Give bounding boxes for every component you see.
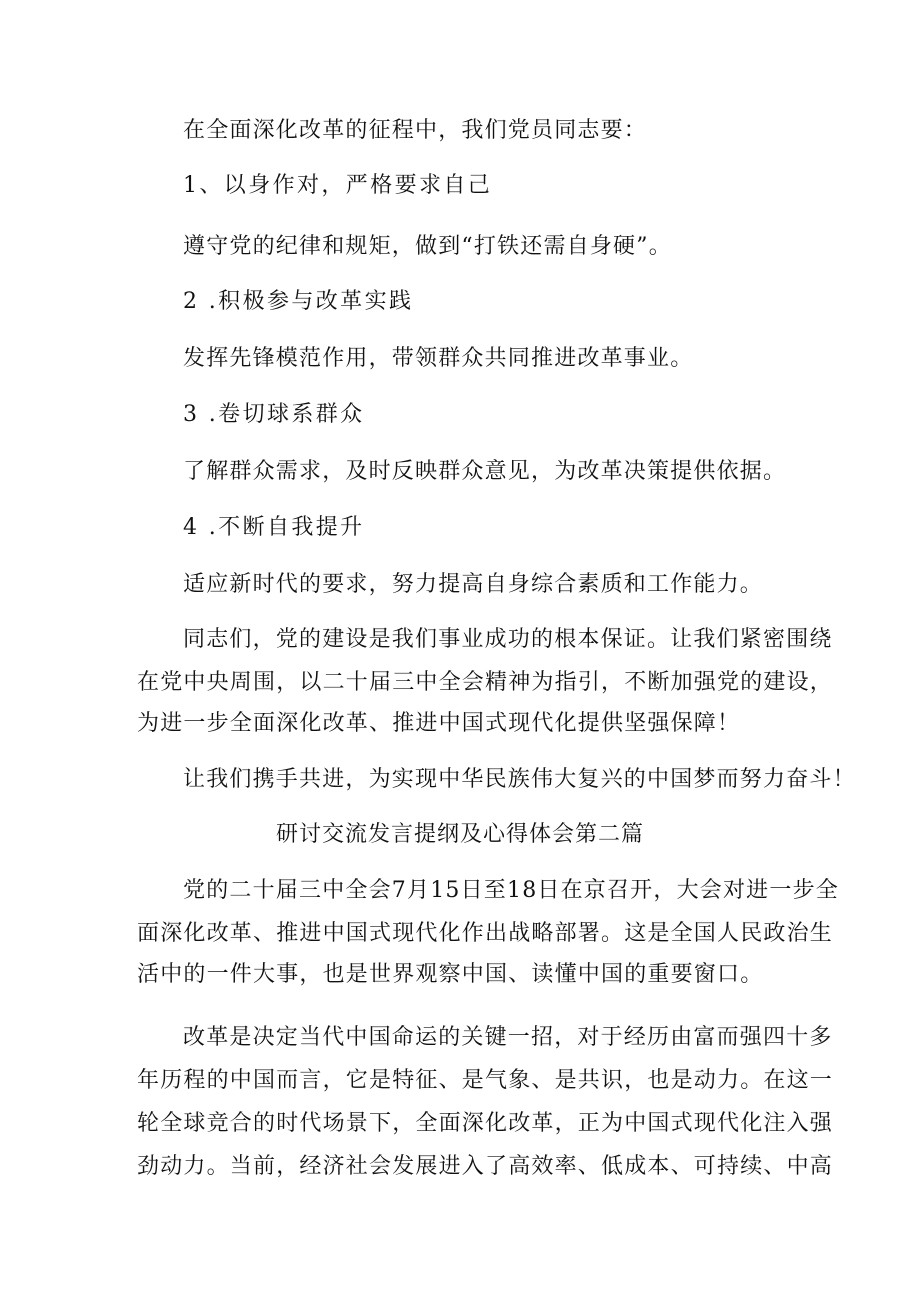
item-1-heading: 1、以身作对，严格要求自己 — [183, 173, 493, 198]
item-3-text: 了解群众需求，及时反映群众意见，为改革决策提供依据。 — [183, 459, 787, 484]
closing-paragraph-line-1: 同志们，党的建设是我们事业成功的根本保证。让我们紧密围绕 — [183, 627, 833, 652]
section-title: 研讨交流发言提纲及心得体会第二篇 — [275, 822, 644, 847]
paragraph-2-line-4: 劲动力。当前，经济社会发展进入了高效率、低成本、可持续、中高 — [137, 1154, 834, 1179]
paragraph-2-line-1: 改革是决定当代中国命运的关键一招，对于经历由富而强四十多 — [183, 1025, 833, 1050]
paragraph-1-line-2: 面深化改革、推进中国式现代化作出战略部署。这是全国人民政治生 — [137, 921, 834, 946]
item-1-text: 遵守党的纪律和规矩，做到“打铁还需自身硬”。 — [183, 234, 672, 259]
item-2-text: 发挥先锋模范作用，带领群众共同推进改革事业。 — [183, 346, 694, 371]
paragraph-2-line-3: 轮全球竞合的时代场景下，全面深化改革，正为中国式现代化注入强 — [137, 1111, 834, 1136]
call-to-action: 让我们携手共进，为实现中华民族伟大复兴的中国梦而努力奋斗！ — [183, 767, 856, 792]
closing-paragraph-line-2: 在党中央周围，以二十届三中全会精神为指引，不断加强党的建设， — [137, 670, 834, 695]
closing-paragraph-line-3: 为进一步全面深化改革、推进中国式现代化提供坚强保障！ — [137, 711, 741, 736]
item-4-text: 适应新时代的要求，努力提高自身综合素质和工作能力。 — [183, 572, 764, 597]
paragraph-1-line-1: 党的二十届三中全会7月15日至18日在京召开，大会对进一步全 — [183, 878, 839, 903]
item-3-heading: 3 .卷切球系群众 — [183, 402, 365, 427]
paragraph-2-line-2: 年历程的中国而言，它是特征、是气象、是共识，也是动力。在这一 — [137, 1068, 834, 1093]
item-2-heading: 2 .积极参与改革实践 — [183, 289, 414, 314]
intro-line: 在全面深化改革的征程中，我们党员同志要： — [183, 118, 648, 143]
paragraph-1-line-3: 活中的一件大事，也是世界观察中国、读懂中国的重要窗口。 — [137, 962, 764, 987]
item-4-heading: 4 .不断自我提升 — [183, 515, 365, 540]
